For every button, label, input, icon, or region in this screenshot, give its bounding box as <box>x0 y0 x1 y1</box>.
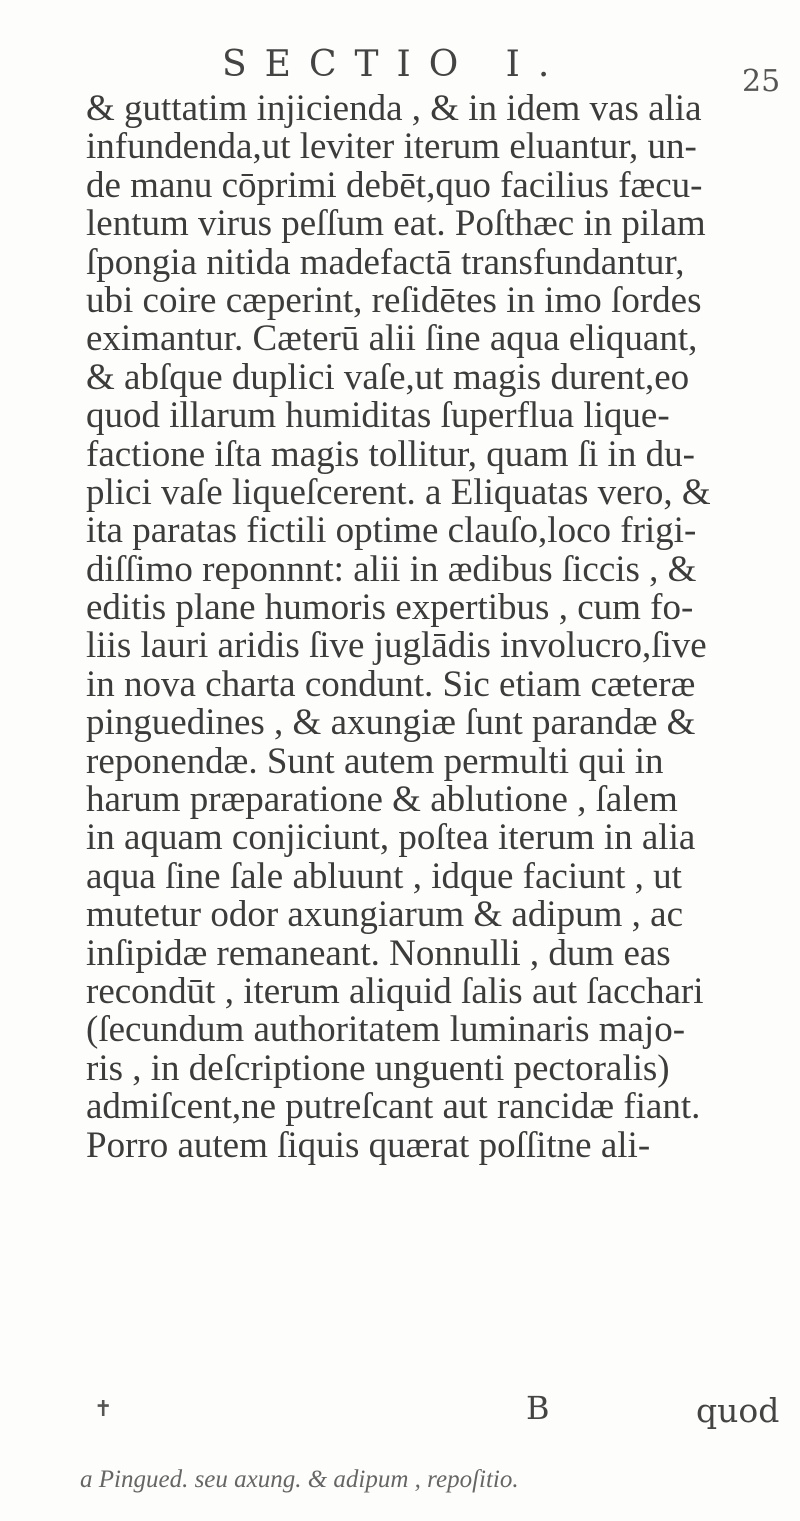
text-line: inſipidæ remaneant. Nonnulli , dum eas <box>86 934 671 973</box>
page-footer <box>86 1389 780 1455</box>
text-line: ris , in deſcriptione unguenti pectoralis) <box>86 1049 670 1089</box>
body-text <box>86 90 766 1165</box>
text-line: diſſimo reponnnt: alii in ædibus ſiccis , & <box>86 550 697 590</box>
text-line: plici vaſe liqueſcerent. a Eliquatas vero, & <box>86 473 711 513</box>
text-line: infundenda,ut leviter iterum eluantur, un- <box>86 128 697 167</box>
text-line: & guttatim injicienda , & in idem vas alia <box>86 90 702 129</box>
text-line: Porro autem ſiquis quærat poſſitne ali- <box>86 1126 651 1165</box>
signature-letter: B <box>526 1389 550 1427</box>
text-line: ſpongia nitida madefactā transfundantur, <box>86 243 685 282</box>
page-number: 25 <box>742 64 781 99</box>
text-line: in aquam conjiciunt, poſtea iterum in alia <box>86 819 696 858</box>
text-line: factione iſta magis tollitur, quam ſi in du- <box>86 435 695 474</box>
text-line: & abſque duplici vaſe,ut magis durent,eo <box>86 358 690 398</box>
text-line: de manu cōprimi debēt,quo facilius fæcu- <box>86 166 703 206</box>
section-title: SECTIO I. <box>222 44 568 85</box>
text-line: ubi coire cæperint, reſidētes in imo ſordes <box>86 281 702 321</box>
text-line: recondūt , iterum aliquid ſalis aut ſacchari <box>86 972 704 1012</box>
signature-mark: ✝ <box>94 1397 113 1422</box>
text-line: (ſecundum authoritatem luminaris majo- <box>86 1011 686 1050</box>
text-line: admiſcent,ne putreſcant aut rancidæ fiant. <box>86 1088 701 1127</box>
text-line: quod illarum humiditas ſuperflua lique- <box>86 397 670 436</box>
text-line: liis lauri aridis ſive juglādis involucro,ſive <box>86 627 707 666</box>
text-line: pinguedines , & axungiæ ſunt parandæ & <box>86 704 696 743</box>
text-line: reponendæ. Sunt autem permulti qui in <box>86 742 664 782</box>
text-line: aqua ſine ſale abluunt , idque faciunt , ut <box>86 857 682 897</box>
catchword: quod <box>696 1391 780 1430</box>
text-line: editis plane humoris expertibus , cum fo- <box>86 589 694 628</box>
text-line: lentum virus peſſum eat. Poſthæc in pilam <box>86 205 706 244</box>
marginal-footnote: a Pingued. seu axung. & adipum , repoſitio. <box>80 1466 519 1493</box>
text-line: in nova charta condunt. Sic etiam cæteræ <box>86 665 696 705</box>
text-line: ita paratas fictili optime clauſo,loco frigi- <box>86 512 697 551</box>
text-line: eximantur. Cæterū alii ſine aqua eliquant, <box>86 320 698 359</box>
text-line: mutetur odor axungiarum & adipum , ac <box>86 896 683 935</box>
text-line: harum præparatione & ablutione , ſalem <box>86 781 678 820</box>
